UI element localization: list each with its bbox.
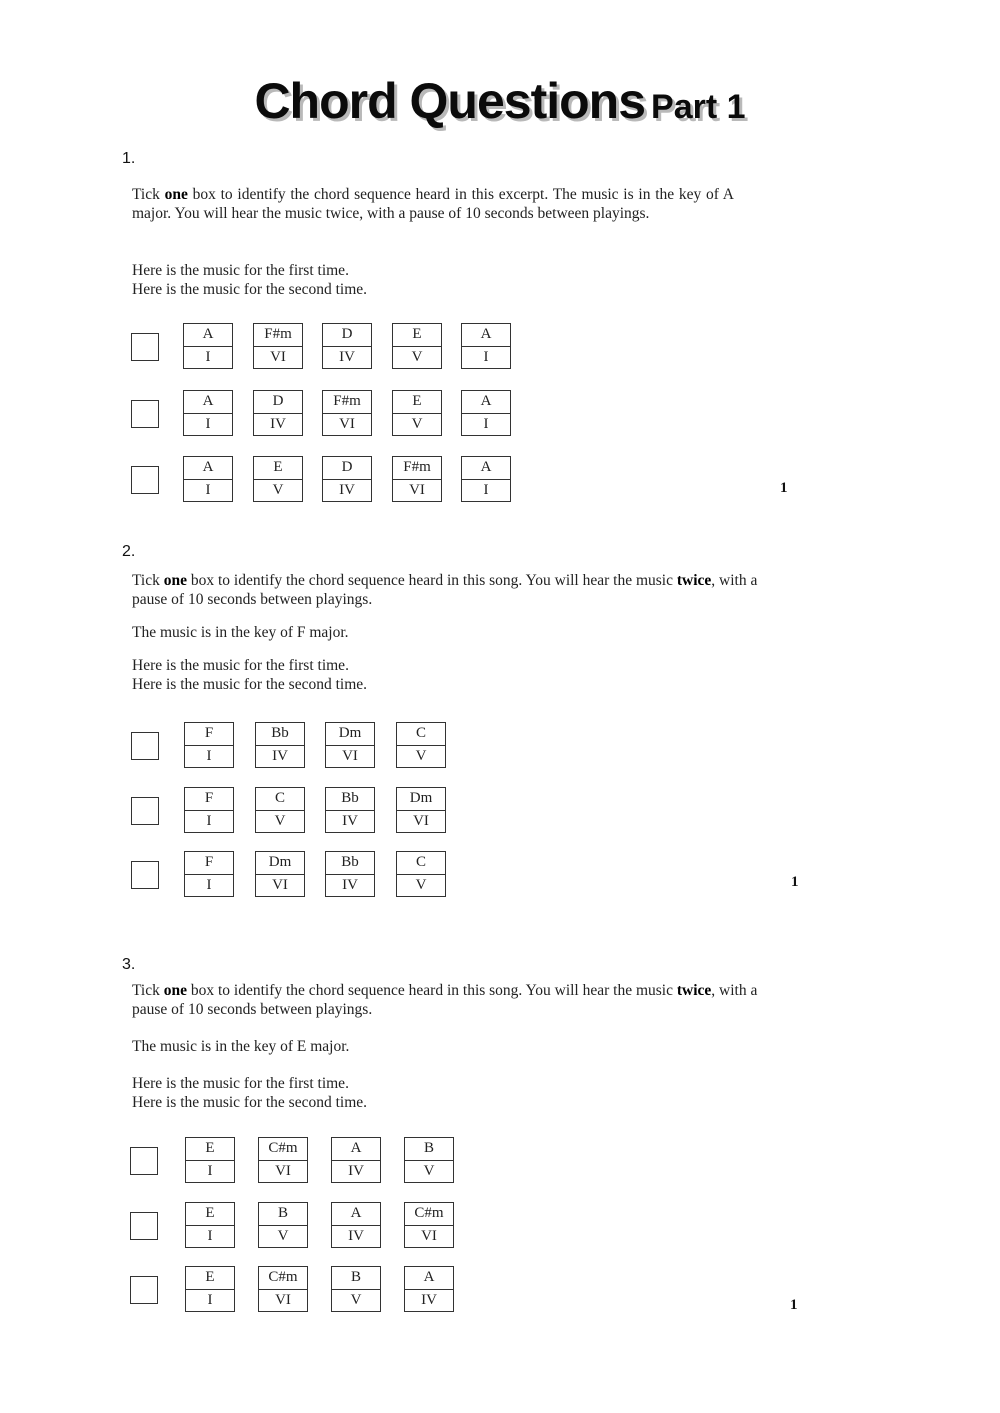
key-text: The music is in the key of F major. — [132, 624, 349, 641]
roman-numeral: IV — [339, 481, 355, 498]
chord-box — [392, 390, 442, 436]
chord-box — [255, 722, 305, 768]
roman-numeral: I — [483, 348, 489, 365]
roman-numeral: I — [207, 1291, 213, 1308]
answer-checkbox[interactable] — [130, 1212, 158, 1240]
chord-box — [258, 1137, 308, 1183]
chord-name: A — [184, 457, 232, 480]
chord-box — [183, 456, 233, 502]
roman-numeral: VI — [275, 1291, 291, 1308]
roman-numeral: I — [206, 812, 212, 829]
question-instructions: Tick one box to identify the chord sequence heard in this song. You will hear the music twice, with a pause of 10 seconds between playings. — [132, 572, 758, 608]
second-playing-text: Here is the music for the second time. — [132, 281, 368, 298]
chord-box — [331, 1202, 381, 1248]
chord-name: C — [397, 852, 445, 875]
chord-box — [404, 1137, 454, 1183]
chord-name: E — [186, 1267, 234, 1290]
roman-numeral: VI — [270, 348, 286, 365]
chord-name: F#m — [254, 324, 302, 347]
chord-name: F#m — [323, 391, 371, 414]
chord-box — [258, 1266, 308, 1312]
chord-box — [255, 787, 305, 833]
chord-box — [331, 1266, 381, 1312]
chord-name: A — [462, 324, 510, 347]
chord-box — [183, 323, 233, 369]
roman-numeral: V — [411, 415, 423, 432]
roman-numeral: IV — [339, 348, 355, 365]
chord-name: D — [323, 324, 371, 347]
chord-name: F — [185, 723, 233, 746]
chord-name: A — [405, 1267, 453, 1290]
chord-box — [331, 1137, 381, 1183]
question-number: 3. — [122, 956, 136, 973]
roman-numeral: I — [206, 876, 212, 893]
roman-numeral: I — [207, 1162, 213, 1179]
chord-name: C — [397, 723, 445, 746]
chord-box — [396, 722, 446, 768]
chord-box — [184, 851, 234, 897]
chord-name: A — [184, 391, 232, 414]
chord-name: B — [259, 1203, 307, 1226]
roman-numeral: VI — [339, 415, 355, 432]
chord-name: Bb — [326, 852, 374, 875]
question-instructions: Tick one box to identify the chord sequence heard in this excerpt. The music is in the key of A major. You will hear the music twice, with a pause of 10 seconds between playings. — [132, 186, 735, 222]
answer-checkbox[interactable] — [131, 732, 159, 760]
question-instructions: Tick one box to identify the chord sequence heard in this song. You will hear the music twice, with a pause of 10 seconds between playings. — [132, 982, 758, 1018]
roman-numeral: IV — [348, 1227, 364, 1244]
chord-box — [325, 787, 375, 833]
chord-name: A — [462, 457, 510, 480]
title-main: Chord Questions — [254, 73, 646, 129]
first-playing-text: Here is the music for the first time. — [132, 657, 349, 674]
chord-box — [404, 1266, 454, 1312]
roman-numeral: I — [483, 415, 489, 432]
chord-name: A — [332, 1138, 380, 1161]
question-number: 1. — [122, 150, 136, 167]
chord-name: C#m — [259, 1267, 307, 1290]
chord-name: Bb — [326, 788, 374, 811]
roman-numeral: I — [205, 348, 211, 365]
chord-box — [322, 390, 372, 436]
title-part: Part 1 — [651, 88, 746, 126]
chord-box — [322, 456, 372, 502]
chord-box — [184, 722, 234, 768]
chord-box — [253, 323, 303, 369]
chord-name: F — [185, 852, 233, 875]
key-text: The music is in the key of E major. — [132, 1038, 350, 1055]
first-playing-text: Here is the music for the first time. — [132, 1075, 349, 1092]
chord-box — [396, 787, 446, 833]
answer-checkbox[interactable] — [130, 1276, 158, 1304]
chord-box — [404, 1202, 454, 1248]
roman-numeral: I — [206, 747, 212, 764]
chord-name: A — [184, 324, 232, 347]
chord-name: E — [254, 457, 302, 480]
chord-box — [325, 722, 375, 768]
answer-checkbox[interactable] — [131, 466, 159, 494]
chord-name: D — [323, 457, 371, 480]
chord-name: D — [254, 391, 302, 414]
roman-numeral: V — [274, 812, 286, 829]
chord-box — [322, 323, 372, 369]
chord-box — [184, 787, 234, 833]
chord-box — [255, 851, 305, 897]
chord-name: E — [393, 391, 441, 414]
first-playing-text: Here is the music for the first time. — [132, 262, 349, 279]
answer-checkbox[interactable] — [131, 400, 159, 428]
roman-numeral: IV — [348, 1162, 364, 1179]
answer-checkbox[interactable] — [131, 861, 159, 889]
chord-box — [253, 390, 303, 436]
roman-numeral: VI — [342, 747, 358, 764]
chord-name: F — [185, 788, 233, 811]
chord-box — [392, 456, 442, 502]
roman-numeral: I — [207, 1227, 213, 1244]
chord-box — [461, 456, 511, 502]
roman-numeral: V — [350, 1291, 362, 1308]
chord-name: E — [393, 324, 441, 347]
roman-numeral: VI — [272, 876, 288, 893]
chord-box — [461, 390, 511, 436]
roman-numeral: IV — [272, 747, 288, 764]
roman-numeral: IV — [270, 415, 286, 432]
roman-numeral: VI — [421, 1227, 437, 1244]
chord-name: B — [332, 1267, 380, 1290]
chord-box — [185, 1137, 235, 1183]
chord-name: C — [256, 788, 304, 811]
answer-checkbox[interactable] — [130, 1147, 158, 1175]
roman-numeral: V — [272, 481, 284, 498]
chord-name: Dm — [326, 723, 374, 746]
chord-box — [183, 390, 233, 436]
marks-value: 1 — [780, 480, 788, 496]
roman-numeral: V — [411, 348, 423, 365]
marks-value: 1 — [791, 874, 799, 890]
chord-box — [253, 456, 303, 502]
roman-numeral: V — [415, 876, 427, 893]
chord-box — [325, 851, 375, 897]
roman-numeral: I — [205, 481, 211, 498]
chord-name: C#m — [405, 1203, 453, 1226]
chord-name: C#m — [259, 1138, 307, 1161]
chord-name: B — [405, 1138, 453, 1161]
roman-numeral: V — [415, 747, 427, 764]
roman-numeral: V — [423, 1162, 435, 1179]
marks-value: 1 — [790, 1297, 798, 1313]
chord-name: E — [186, 1138, 234, 1161]
chord-box — [392, 323, 442, 369]
roman-numeral: V — [277, 1227, 289, 1244]
roman-numeral: IV — [342, 876, 358, 893]
roman-numeral: IV — [421, 1291, 437, 1308]
chord-name: F#m — [393, 457, 441, 480]
chord-box — [258, 1202, 308, 1248]
second-playing-text: Here is the music for the second time. — [132, 1094, 368, 1111]
page-title — [0, 72, 1000, 130]
chord-box — [461, 323, 511, 369]
roman-numeral: I — [483, 481, 489, 498]
answer-checkbox[interactable] — [131, 333, 159, 361]
chord-name: Dm — [397, 788, 445, 811]
roman-numeral: I — [205, 415, 211, 432]
roman-numeral: VI — [275, 1162, 291, 1179]
roman-numeral: IV — [342, 812, 358, 829]
answer-checkbox[interactable] — [131, 797, 159, 825]
chord-box — [185, 1266, 235, 1312]
question-number: 2. — [122, 543, 136, 560]
roman-numeral: VI — [409, 481, 425, 498]
chord-name: Bb — [256, 723, 304, 746]
chord-box — [185, 1202, 235, 1248]
chord-name: E — [186, 1203, 234, 1226]
chord-name: A — [332, 1203, 380, 1226]
chord-name: Dm — [256, 852, 304, 875]
chord-name: A — [462, 391, 510, 414]
roman-numeral: VI — [413, 812, 429, 829]
chord-box — [396, 851, 446, 897]
second-playing-text: Here is the music for the second time. — [132, 676, 368, 693]
